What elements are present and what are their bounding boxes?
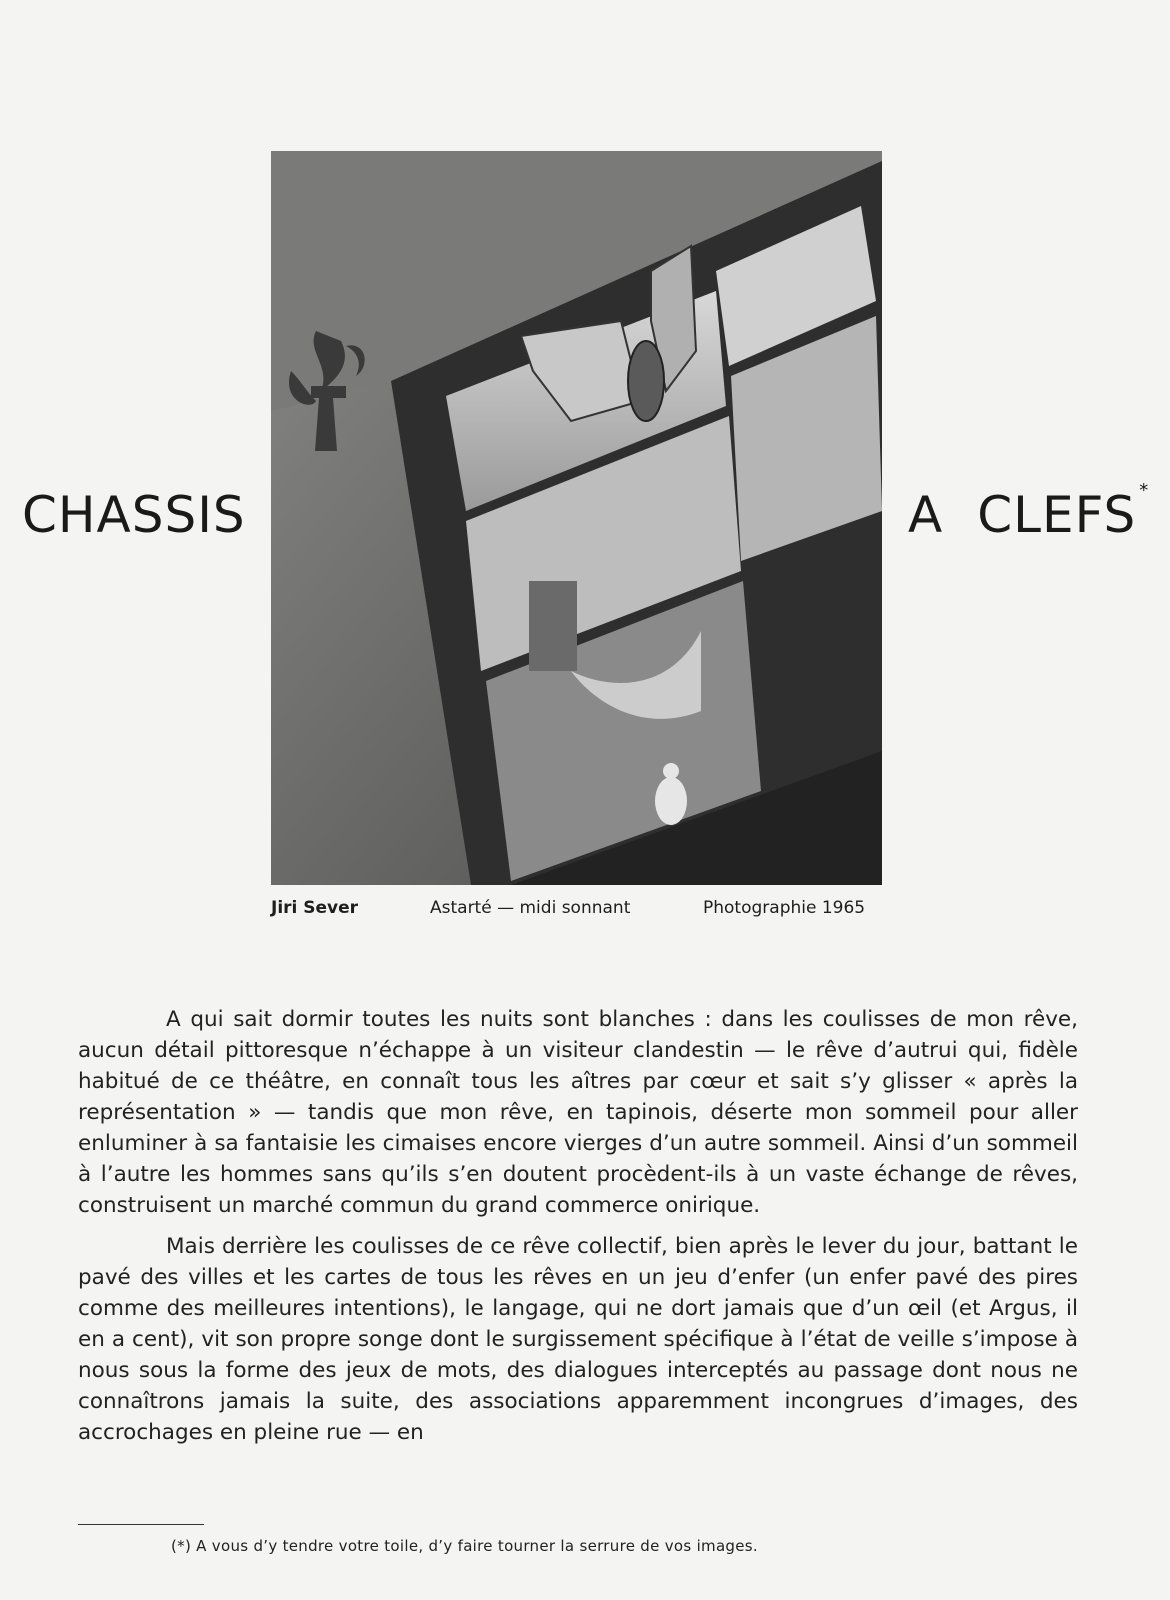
- title-right: [908, 480, 1150, 544]
- title-right-a: A: [908, 486, 944, 544]
- footnote-mark: *: [1139, 480, 1150, 501]
- footnote-rule: [78, 1524, 204, 1525]
- paragraph: A qui sait dormir toutes les nuits sont blanches : dans les coulisses de mon rêve, aucun détail pittoresque n’échappe à un visiteur clandestin — le rêve d’autrui qui, fidèle habitué de ce théâtre, en connaît tous les aîtres par cœur et sait s’y glisser « après la représentation » — tandis que mon rêve, en tapinois, déserte mon sommeil pour aller enluminer à sa fantaisie les cimaises encore vierges d’un autre sommeil. Ainsi d’un sommeil à l’autre les hommes sans qu’ils s’en doutent procèdent-ils à un vaste échange de rêves, construisent un marché commun du grand commerce onirique.: [78, 1007, 1078, 1218]
- paragraph: Mais derrière les coulisses de ce rêve collectif, bien après le lever du jour, battant le pavé des villes et les cartes de tous les rêves en un jeu d’enfer (un enfer pavé des pires comme des meilleures intentions), le langage, qui ne dort jamais que d’un œil (et Argus, il en a cent), vit son propre songe dont le surgissement spécifique à l’état de veille s’impose à nous sous la forme des jeux de mots, des dialogues interceptés au passage dont nous ne connaîtrons jamais la suite, des associations apparemment incongrues d’images, des accrochages en pleine rue — en: [78, 1234, 1078, 1445]
- caption-medium-year: Photographie 1965: [703, 898, 866, 918]
- caption-work-title: Astarté — midi sonnant: [430, 898, 631, 918]
- footnote: (*) A vous d’y tendre votre toile, d’y faire tourner la serrure de vos images.: [171, 1537, 758, 1555]
- photo-caption: [271, 898, 886, 922]
- photograph: [271, 151, 882, 885]
- title-left: CHASSIS: [22, 486, 246, 544]
- figurine: [655, 777, 687, 825]
- photograph-window-scene: [271, 151, 882, 885]
- caption-author: Jiri Sever: [271, 898, 359, 918]
- title-right-b: CLEFS: [977, 486, 1137, 544]
- article-body: [78, 1004, 1078, 1458]
